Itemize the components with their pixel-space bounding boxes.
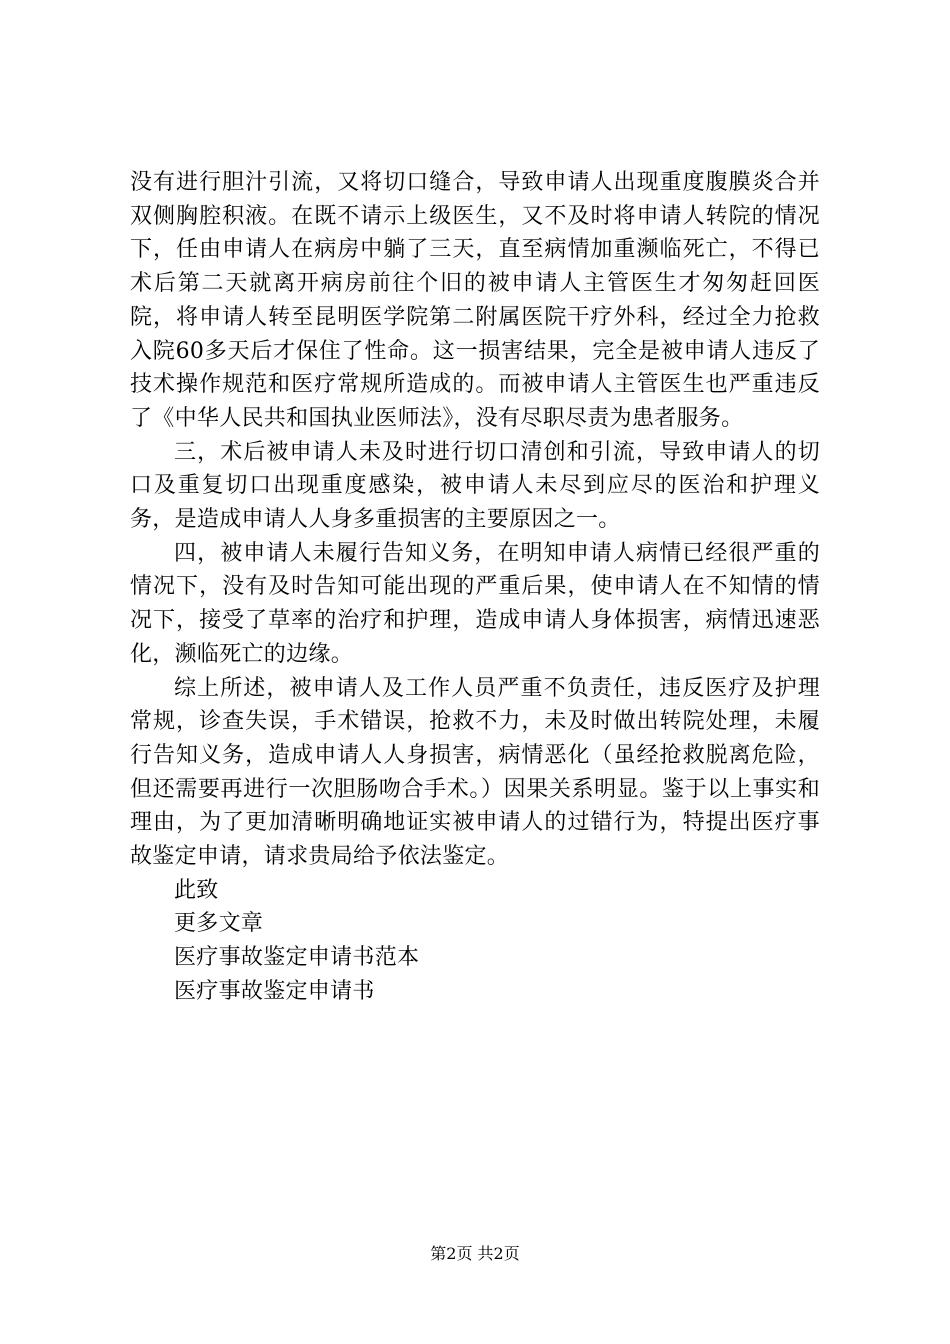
related-link-sample[interactable]: 医疗事故鉴定申请书范本 [174, 945, 420, 971]
closing-salutation: 此致 [174, 877, 219, 903]
paragraph-point-three: 三，术后被申请人未及时进行切口清创和引流，导致申请人的切口及重复切口出现重度感染，被申请人未尽到应尽的医治和护理义务，是造成申请人人身多重损害的主要原因之一。 [130, 439, 820, 533]
more-articles-label: 更多文章 [174, 911, 264, 937]
related-link-application[interactable]: 医疗事故鉴定申请书 [174, 978, 375, 1004]
document-body [130, 166, 820, 1009]
page-indicator: 第2页 共2页 [430, 1244, 520, 1263]
page-footer [0, 1244, 950, 1264]
paragraph-summary: 综上所述，被申请人及工作人员严重不负责任，违反医疗及护理常规，诊查失误，手术错误，抢救不力，未及时做出转院处理，未履行告知义务，造成申请人人身损害，病情恶化（虽经抢救脱离危险，但还需要再进行一次胆肠吻合手术。）因果关系明显。鉴于以上事实和理由，为了更加清晰明确地证实被申请人的过错行为，特提出医疗事故鉴定申请，请求贵局给予依法鉴定。 [130, 675, 820, 870]
paragraph-continuation: 没有进行胆汁引流，又将切口缝合，导致申请人出现重度腹膜炎合并双侧胸腔积液。在既不请示上级医生，又不及时将申请人转院的情况下，任由申请人在病房中躺了三天，直至病情加重濒临死亡，不得已术后第二天就离开病房前往个旧的被申请人主管医生才匆匆赶回医院，将申请人转至昆明医学院第二附属医院干疗外科，经过全力抢救入院60多天后才保住了性命。这一损害结果，完全是被申请人违反了技术操作规范和医疗常规所造成的。而被申请人主管医生也严重违反了《中华人民共和国执业医师法》，没有尽职尽责为患者服务。 [130, 170, 820, 431]
paragraph-point-four: 四，被申请人未履行告知义务，在明知申请人病情已经很严重的情况下，没有及时告知可能出现的严重后果，使申请人在不知情的情况下，接受了草率的治疗和护理，造成申请人身体损害，病情迅速恶化，濒临死亡的边缘。 [130, 540, 820, 667]
